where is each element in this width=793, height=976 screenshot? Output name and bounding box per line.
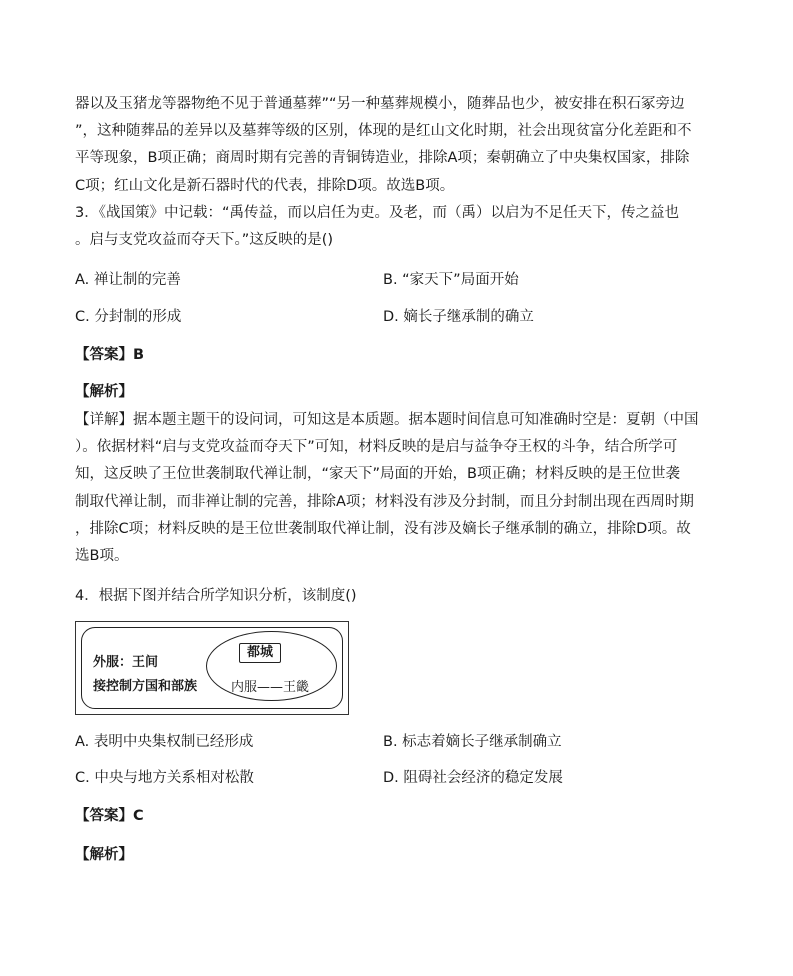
q3-detail-line: 选B项。 [75, 548, 129, 564]
question-4-stem: 4．根据下图并结合所学知识分析，该制度() [75, 588, 357, 604]
paragraph-line: ”，这种随葬品的差异以及墓葬等级的区别，体现的是红山文化时期，社会出现贫富分化差距和不 [75, 123, 692, 139]
q3-answer: 【答案】B [75, 347, 145, 363]
q3-option-a: A. 禅让制的完善 [75, 272, 181, 288]
q4-option-d: D. 阻碍社会经济的稳定发展 [383, 770, 563, 786]
q3-option-c: C. 分封制的形成 [75, 309, 182, 325]
q4-analysis-title: 【解析】 [75, 847, 133, 863]
paragraph-line: 平等现象，B项正确；商周时期有完善的青铜铸造业，排除A项；秦朝确立了中央集权国家，排除 [75, 150, 690, 166]
inner-label: 内服——王畿 [231, 680, 310, 695]
q4-option-c: C. 中央与地方关系相对松散 [75, 770, 254, 786]
q4-option-b: B. 标志着嫡长子继承制确立 [383, 734, 562, 750]
capital-label: 都城 [247, 645, 274, 660]
paragraph-line: 器以及玉猪龙等器物绝不见于普通墓葬”“另一种墓葬规模小，随葬品也少，被安排在积石冢旁边 [75, 96, 685, 112]
q3-detail-line: 知，这反映了王位世袭制取代禅让制，“家天下”局面的开始，B项正确；材料反映的是王位世袭 [75, 466, 680, 482]
q4-option-a: A. 表明中央集权制已经形成 [75, 734, 254, 750]
paragraph-line: C项；红山文化是新石器时代的代表，排除D项。故选B项。 [75, 178, 455, 194]
question-3-stem-cont: 。启与支党攻益而夺天下。”这反映的是() [75, 232, 334, 248]
q3-detail-line: ，排除C项；材料反映的是王位世袭制取代禅让制，没有涉及嫡长子继承制的确立，排除D项。故 [75, 521, 691, 537]
q3-detail-line: ）。依据材料“启与支党攻益而夺天下”可知，材料反映的是启与益争夺王权的斗争，结合所学可 [75, 439, 678, 455]
q3-detail-line: 制取代禅让制，而非禅让制的完善，排除A项；材料没有涉及分封制，而且分封制出现在西周时期 [75, 494, 694, 510]
q3-detail-line: 【详解】据本题主题干的设问词，可知这是本质题。据本题时间信息可知准确时空是：夏朝（中国 [75, 412, 699, 428]
q4-answer: 【答案】C [75, 808, 144, 824]
question-3-stem: 3．《战国策》中记载：“禹传益，而以启任为吏。及老，而（禹）以启为不足任天下，传之益也 [75, 205, 679, 221]
outer-label-line1: 外服：王间 [93, 655, 159, 670]
q3-option-d: D. 嫡长子继承制的确立 [383, 309, 534, 325]
outer-label-line2: 接控制方国和部族 [93, 679, 198, 694]
q3-option-b: B. “家天下”局面开始 [383, 272, 519, 288]
system-diagram [75, 621, 349, 715]
q3-analysis-title: 【解析】 [75, 384, 133, 400]
